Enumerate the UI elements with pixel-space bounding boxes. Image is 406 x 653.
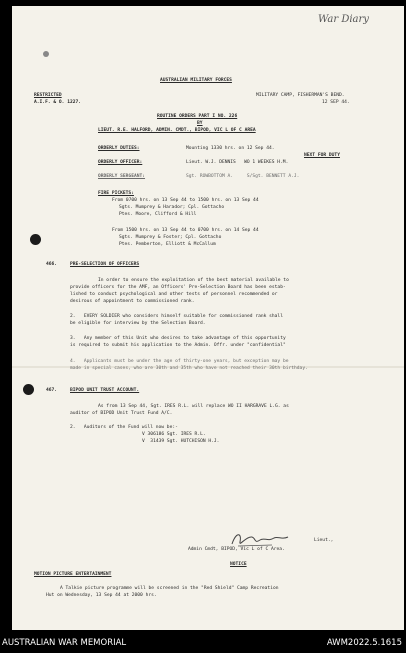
- fire-picket-line: From 0700 hrs. on 13 Sep 44 to 1500 hrs. on 13 Sep 44: [112, 198, 259, 203]
- section-title: PRE-SELECTION OF OFFICERS: [70, 262, 140, 267]
- institution-name: AUSTRALIAN WAR MEMORIAL: [2, 638, 127, 648]
- orderly-officer-value: Lieut. W.J. DENNIS WO 1 WEEKES H.M.: [186, 160, 289, 165]
- paragraph-line: lished to conduct psychological and other tests of personnel recommended or: [70, 292, 278, 297]
- accession-number: AWM2022.5.1615: [326, 638, 402, 648]
- paragraph-line: be eligible for interview by the Selection Board.: [70, 321, 206, 326]
- section-title: BIPOD UNIT TRUST ACCOUNT.: [70, 388, 140, 393]
- punch-hole: [23, 384, 34, 395]
- paragraph-line: 4. Applicants must be under the age of thirty-one years, but exception may be: [70, 359, 289, 364]
- orderly-sergeant-label: ORDERLY SERGEANT:: [98, 174, 146, 179]
- paragraph-line: In order to ensure the exploitation of the best material available to: [98, 278, 289, 283]
- punch-hole: [30, 234, 41, 245]
- orders-authority: LIEUT. R.E. HALFORD, ADMIN. CMDT., BIPOD, VIC L OF C AREA: [98, 128, 256, 133]
- fire-picket-line: Sgts. Mumprey & Foster; Cpl. Gottacho: [119, 235, 222, 240]
- notice-title: NOTICE: [230, 562, 247, 567]
- fire-picket-line: Sgts. Mumprey & Harador; Cpl. Gottacho: [119, 205, 225, 210]
- auditor-line: V 306186 Sgt. IRES R.L.: [142, 432, 206, 437]
- paragraph-line: provide officers for the AMF, an Officers' Pre-Selection Board has been estab-: [70, 285, 286, 290]
- fire-pickets-label: FIRE PICKETS:: [98, 191, 134, 196]
- signature-rank: Lieut.,: [314, 538, 334, 543]
- punch-hole: [43, 51, 49, 57]
- fire-picket-line: Ptes. Moore, Clifford & Hill: [119, 212, 197, 217]
- paragraph-line: auditor of BIPOD Unit Trust Fund A/C.: [70, 411, 173, 416]
- orderly-duties-value: Mounting 1330 hrs. on 12 Sep 44.: [186, 146, 275, 151]
- orderly-officer-label: ORDERLY OFFICER:: [98, 160, 143, 165]
- paragraph-line: made in special cases, who are 30th and 35th who have not reached their 30th birthday.: [70, 366, 308, 371]
- paragraph-line: 2. Auditors of the Fund will now be:-: [70, 425, 178, 430]
- orderly-sergeant-value: Sgt. ROWBOTTOM A. S/Sgt. BENNETT A.J.: [186, 174, 300, 179]
- paragraph-line: is required to submit his application to the Admin. Offr. under "confidential": [70, 343, 286, 348]
- order-reference: A.I.F. & O. 1227.: [34, 100, 82, 105]
- notice-subtitle: MOTION PICTURE ENTERTAINMENT: [34, 572, 112, 577]
- orderly-duties-label: ORDERLY DUTIES:: [98, 146, 140, 151]
- signature-position: Admin Cmdt, BIPOD, Vic L of C Area.: [188, 547, 285, 552]
- paragraph-line: As from 13 Sep 44, Sgt. IRES R.L. will replace WO II HARGRAVE L.G. as: [98, 404, 289, 409]
- paragraph-line: desirous of appointment to commissioned rank.: [70, 299, 195, 304]
- handwritten-note: War Diary: [318, 14, 369, 25]
- document-date: 12 SEP 44.: [322, 100, 350, 105]
- document-page: [12, 6, 404, 630]
- document-title: AUSTRALIAN MILITARY FORCES: [160, 78, 232, 83]
- next-for-duty: NEXT FOR DUTY: [304, 153, 340, 158]
- notice-line: Hut on Wednesday, 13 Sep 44 at 2000 hrs.: [46, 593, 157, 598]
- orders-by: BY: [197, 121, 203, 126]
- paragraph-line: 3. Any member of this Unit who desires to take advantage of this opportunity: [70, 336, 286, 341]
- fire-picket-line: From 1500 hrs. on 13 Sep 44 to 0700 hrs. on 14 Sep 44: [112, 228, 259, 233]
- classification: RESTRICTED: [34, 93, 62, 98]
- auditor-line: V 31439 Sgt. HUTCHISON H.J.: [142, 439, 220, 444]
- orders-title: ROUTINE ORDERS PART I NO. 226: [157, 114, 238, 119]
- footer-bar: [0, 636, 406, 653]
- notice-line: A Talkie picture programme will be screened in the "Red Shield" Camp Recreation: [60, 586, 279, 591]
- paragraph-line: 2. EVERY SOLDIER who considers himself suitable for commissioned rank shall: [70, 314, 283, 319]
- location: MILITARY CAMP, FISHERMAN'S BEND.: [256, 93, 345, 98]
- section-number: 466.: [46, 262, 58, 267]
- fire-picket-line: Ptes. Pemberton, Elliott & McCallum: [119, 242, 216, 247]
- section-number: 467.: [46, 388, 58, 393]
